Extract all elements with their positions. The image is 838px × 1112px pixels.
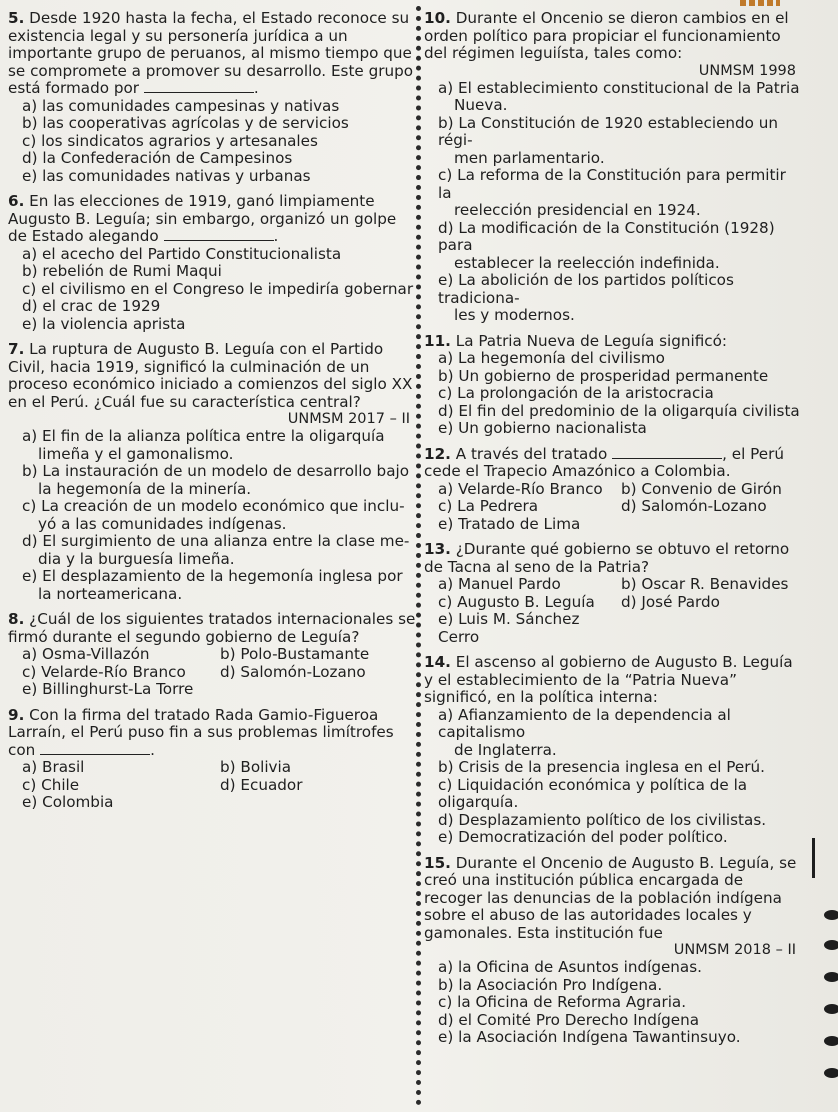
- option-a: [424, 80, 804, 115]
- question-stem: [8, 611, 418, 646]
- option-text-cont: Nueva.: [454, 96, 508, 114]
- option-a: a) La hegemonía del civilismo: [438, 349, 665, 367]
- question-number: 9.: [8, 705, 25, 724]
- exam-source: UNMSM 2017 – II: [287, 411, 410, 427]
- answer-blank: [612, 446, 722, 459]
- option-d: d) el crac de 1929: [22, 297, 161, 315]
- question-text: ¿Durante qué gobierno se obtuvo el retorno de Tacna al seno de la Patria?: [424, 540, 790, 576]
- exam-source: UNMSM 1998: [698, 62, 796, 79]
- option-a: a) Brasil: [22, 758, 85, 776]
- option-e: [424, 272, 804, 325]
- question-number: 5.: [8, 9, 25, 27]
- option-text-cont: yó a las comunidades indígenas.: [38, 514, 287, 533]
- stem-end: .: [150, 740, 155, 759]
- option-d: d) Ecuador: [220, 775, 303, 794]
- question-number: 7.: [8, 340, 25, 358]
- question-text: El ascenso al gobierno de Augusto B. Leguía y el establecimiento de la “Patria Nueva” significó, en la política interna:: [424, 653, 793, 706]
- binding-hole: [824, 940, 838, 950]
- options-grid: [8, 759, 418, 812]
- option-text: d) El surgimiento de una alianza entre la clase me-: [22, 532, 410, 550]
- stem-end: .: [253, 79, 259, 97]
- question-stem: [424, 654, 804, 707]
- question-10: [424, 10, 804, 325]
- question-text: Desde 1920 hasta la fecha, el Estado reconoce su existencia legal y su personería jurídica a un importante grupo de peruanos, al mismo tiempo que se compromete a promover su desarrollo. Este grupo está formado por: [8, 9, 414, 97]
- question-text: La Patria Nueva de Leguía significó:: [455, 331, 728, 350]
- question-stem: [8, 341, 418, 411]
- question-stem: [424, 541, 804, 576]
- option-d: d) Salomón-Lozano: [220, 662, 366, 681]
- option-text: a) El fin de la alianza política entre la oligarquía: [22, 427, 385, 445]
- option-b: b) Un gobierno de prosperidad permanente: [438, 366, 769, 385]
- question-12: [424, 446, 804, 534]
- binding-hole: [824, 1036, 838, 1046]
- question-number: 10.: [424, 9, 451, 27]
- binding-hole: [824, 1004, 838, 1014]
- option-e: e) la violencia aprista: [22, 314, 186, 333]
- option-c: c) Augusto B. Leguía: [438, 592, 595, 611]
- option-text-cont: la norteamericana.: [38, 584, 183, 603]
- option-d: [8, 533, 418, 568]
- option-text-cont: la hegemonía de la minería.: [38, 479, 252, 498]
- option-text: c) La reforma de la Constitución para permitir la: [438, 166, 786, 202]
- question-stem: [8, 193, 418, 246]
- option-a: a) las comunidades campesinas y nativas: [22, 96, 340, 115]
- option-c: c) los sindicatos agrarios y artesanales: [22, 131, 318, 150]
- option-text-cont: dia y la burguesía limeña.: [38, 549, 235, 568]
- corner-mark-decoration: [740, 0, 780, 6]
- option-text: a) Afianzamiento de la dependencia al capitalismo: [438, 705, 731, 741]
- question-number: 12.: [424, 444, 451, 463]
- option-text: b) La instauración de un modelo de desarrollo bajo: [22, 462, 410, 480]
- question-text: A través del tratado: [455, 444, 608, 463]
- option-e: [8, 568, 418, 603]
- option-text-cont: les y modernos.: [454, 306, 575, 324]
- question-text: Durante el Oncenio se dieron cambios en el orden político para propiciar el funcionamiento del régimen leguiísta, tales como:: [424, 9, 789, 62]
- option-d: d) José Pardo: [621, 592, 720, 611]
- option-b: b) Convenio de Girón: [621, 479, 782, 498]
- question-number: 14.: [424, 653, 451, 671]
- option-a: a) el acecho del Partido Constitucionalista: [22, 244, 342, 263]
- question-7: [8, 341, 418, 603]
- option-c: c) la Oficina de Reforma Agraria.: [438, 993, 687, 1011]
- option-d: d) Desplazamiento político de los civilistas.: [438, 810, 767, 829]
- option-c: c) Liquidación económica y política de la oligarquía.: [438, 775, 748, 811]
- option-e: e) las comunidades nativas y urbanas: [22, 166, 311, 185]
- question-text: Con la firma del tratado Rada Gamio-Figueroa Larraín, el Perú puso fin a sus problemas limítrofes con: [8, 705, 394, 759]
- question-number: 13.: [424, 540, 451, 558]
- option-b: b) Polo-Bustamante: [220, 645, 370, 663]
- option-e: e) la Asociación Indígena Tawantinsuyo.: [438, 1028, 741, 1046]
- answer-blank: [144, 80, 254, 93]
- option-d: d) El fin del predominio de la oligarquía civilista: [438, 401, 800, 420]
- exam-source: UNMSM 2018 – II: [673, 942, 796, 958]
- option-a: a) Velarde-Río Branco: [438, 479, 603, 498]
- binding-hole: [824, 910, 838, 920]
- question-text-cont: , el Perú cede el Trapecio Amazónico a Colombia.: [424, 444, 784, 480]
- option-e: e) Tratado de Lima: [438, 514, 581, 533]
- option-e: e) Billinghurst-La Torre: [22, 680, 194, 698]
- option-b: b) Crisis de la presencia inglesa en el Perú.: [438, 758, 765, 776]
- option-a: a) la Oficina de Asuntos indígenas.: [438, 958, 702, 976]
- option-c: [8, 498, 418, 533]
- question-text: La ruptura de Augusto B. Leguía con el Partido Civil, hacia 1919, significó la culminación de un proceso económico iniciado a comienzos del siglo XX en el Perú. ¿Cuál fue su característica central?: [8, 340, 413, 411]
- stem-end: .: [273, 227, 279, 245]
- option-text: c) La creación de un modelo económico que inclu-: [22, 497, 405, 515]
- option-c: c) Chile: [22, 775, 80, 794]
- binding-holes-decoration: [812, 820, 838, 1100]
- options-grid: [8, 646, 418, 699]
- option-text-cont: reelección presidencial en 1924.: [454, 201, 701, 219]
- option-text-cont: men parlamentario.: [454, 148, 605, 167]
- option-text: a) El establecimiento constitucional de la Patria: [438, 78, 800, 97]
- question-stem: [8, 707, 418, 760]
- question-text: En las elecciones de 1919, ganó limpiamente Augusto B. Leguía; sin embargo, organizó un golpe de Estado alegando: [8, 192, 397, 245]
- question-stem: [424, 855, 804, 943]
- option-b: [424, 115, 804, 168]
- answer-blank: [40, 742, 150, 755]
- question-number: 6.: [8, 192, 25, 210]
- question-stem: [424, 333, 804, 351]
- question-number: 11.: [424, 331, 451, 350]
- question-number: 8.: [8, 610, 25, 628]
- option-b: [8, 463, 418, 498]
- option-d: d) el Comité Pro Derecho Indígena: [438, 1010, 700, 1029]
- option-b: b) rebelión de Rumi Maqui: [22, 262, 222, 280]
- option-a: [8, 428, 418, 463]
- question-6: [8, 193, 418, 333]
- question-8: [8, 611, 418, 699]
- right-column: [424, 10, 804, 1055]
- option-text-cont: limeña y el gamonalismo.: [38, 444, 234, 463]
- option-e: e) Democratización del poder político.: [438, 828, 728, 846]
- question-5: [8, 10, 418, 185]
- answer-blank: [164, 228, 274, 241]
- option-b: b) Bolivia: [220, 758, 292, 776]
- question-14: [424, 654, 804, 847]
- option-d: [424, 220, 804, 273]
- option-a: [424, 707, 804, 760]
- option-a: a) Manuel Pardo: [438, 575, 561, 593]
- options-grid: [424, 576, 804, 646]
- option-text: b) La Constitución de 1920 estableciendo un régi-: [438, 113, 779, 149]
- question-stem: [424, 446, 804, 481]
- option-b: b) Oscar R. Benavides: [621, 575, 789, 593]
- question-13: [424, 541, 804, 646]
- option-d: d) la Confederación de Campesinos: [22, 149, 293, 167]
- option-a: a) Osma-Villazón: [22, 645, 150, 663]
- question-stem: [8, 10, 418, 98]
- question-number: 15.: [424, 853, 451, 872]
- option-d: d) Salomón-Lozano: [621, 497, 767, 515]
- option-b: b) las cooperativas agrícolas y de servicios: [22, 114, 349, 132]
- question-text: Durante el Oncenio de Augusto B. Leguía, se creó una institución pública encargada de recoger las denuncias de la población indígena sobre el abuso de las autoridades locales y gamonales. Esta institución fue: [424, 853, 797, 942]
- option-e: e) Luis M. Sánchez Cerro: [438, 610, 580, 646]
- left-column: [8, 10, 418, 820]
- option-text: d) La modificación de la Constitución (1928) para: [438, 218, 775, 254]
- binding-hole: [824, 972, 838, 982]
- option-text-cont: establecer la reelección indefinida.: [454, 253, 720, 272]
- option-b: b) la Asociación Pro Indígena.: [438, 975, 663, 994]
- option-text: e) La abolición de los partidos políticos tradiciona-: [438, 271, 734, 307]
- option-e: e) Colombia: [22, 793, 114, 811]
- option-text-cont: de Inglaterra.: [454, 740, 557, 759]
- question-15: [424, 855, 804, 1047]
- binding-hole: [824, 1068, 838, 1078]
- option-c: c) La Pedrera: [438, 497, 539, 515]
- question-text: ¿Cuál de los siguientes tratados internacionales se firmó durante el segundo gobierno de Leguía?: [8, 610, 416, 646]
- option-text: e) El desplazamiento de la hegemonía inglesa por: [22, 567, 403, 585]
- question-stem: [424, 10, 804, 63]
- option-e: e) Un gobierno nacionalista: [438, 419, 647, 437]
- options-grid: [424, 481, 804, 534]
- option-c: c) La prolongación de la aristocracia: [438, 384, 714, 402]
- option-c: [424, 167, 804, 220]
- question-11: [424, 333, 804, 438]
- question-9: [8, 707, 418, 812]
- option-c: c) Velarde-Río Branco: [22, 662, 186, 681]
- option-c: c) el civilismo en el Congreso le impediría gobernar: [22, 279, 414, 298]
